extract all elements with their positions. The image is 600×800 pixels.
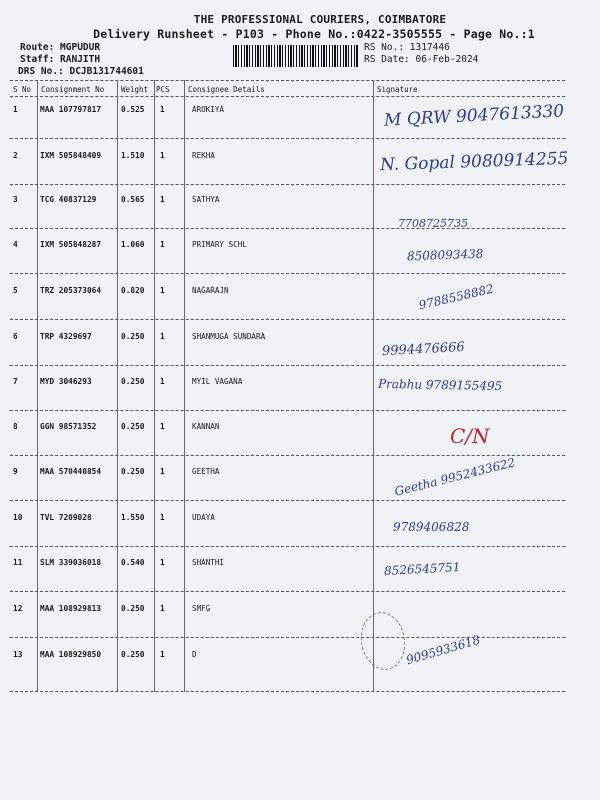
row-consignment: MAA 570440854	[40, 467, 102, 476]
row-consignment: TRP 4329697	[40, 332, 92, 341]
rs-number: RS No.: 1317446	[364, 42, 450, 53]
row-consignee: KANNAN	[192, 422, 220, 431]
row-consignment: MYD 3046293	[40, 377, 92, 386]
table-row	[0, 332, 600, 372]
signature-13: 9095933618	[404, 632, 482, 668]
row-divider	[10, 319, 565, 320]
row-sno: 6	[13, 332, 18, 341]
row-pcs: 1	[160, 332, 165, 341]
row-pcs: 1	[160, 286, 165, 295]
signature-7: Prabhu 9789155495	[377, 376, 503, 394]
row-consignee: NAGARAJN	[192, 286, 229, 295]
row-pcs: 1	[160, 105, 165, 114]
table-row	[0, 604, 600, 644]
header-weight: Weight	[121, 85, 149, 94]
route-label: Route: MGPUDUR	[20, 42, 101, 53]
row-consignment: TVL 7209028	[40, 513, 92, 522]
table-row	[0, 240, 600, 280]
table-row	[0, 286, 600, 326]
runsheet-subtitle: Delivery Runsheet - P103 - Phone No.:0422-3505555 - Page No.:1	[93, 27, 535, 41]
row-weight: 0.250	[121, 650, 145, 659]
row-divider	[10, 637, 565, 638]
row-sno: 13	[13, 650, 23, 659]
signature-11: 8526545751	[383, 560, 461, 578]
row-consignee: D	[192, 650, 197, 659]
row-divider	[10, 691, 565, 692]
row-divider	[10, 228, 565, 229]
row-consignment: SLM 339036018	[40, 558, 102, 567]
row-weight: 0.250	[121, 604, 145, 613]
row-consignment: IXM 505848409	[40, 151, 102, 160]
table-row	[0, 650, 600, 690]
row-consignee: SHANTHI	[192, 558, 225, 567]
table-row	[0, 513, 600, 553]
row-weight: 1.060	[121, 240, 145, 249]
table-row	[0, 467, 600, 507]
header-consignment: Consignment No	[41, 85, 105, 94]
row-sno: 8	[13, 422, 18, 431]
signature-2: N. Gopal 9080914255	[379, 148, 569, 176]
row-weight: 0.250	[121, 467, 145, 476]
row-divider	[10, 500, 565, 501]
row-pcs: 1	[160, 151, 165, 160]
signature-5: 9788558882	[417, 281, 495, 313]
drs-number: DRS No.: DCJB131744601	[18, 66, 144, 77]
table-row	[0, 377, 600, 417]
header-top-rule	[10, 80, 565, 81]
row-weight: 0.820	[121, 286, 145, 295]
row-divider	[10, 455, 565, 456]
row-divider	[10, 184, 565, 185]
row-weight: 0.250	[121, 332, 145, 341]
staff-label: Staff: RANJITH	[20, 54, 101, 65]
row-consignment: GGN 98571352	[40, 422, 97, 431]
row-consignee: SHANMUGA SUNDARA	[192, 332, 266, 341]
row-divider	[10, 591, 565, 592]
row-weight: 0.525	[121, 105, 145, 114]
barcode	[233, 45, 358, 67]
row-sno: 5	[13, 286, 18, 295]
row-weight: 0.565	[121, 195, 145, 204]
row-consignment: MAA 107797817	[40, 105, 102, 114]
table-row	[0, 558, 600, 598]
row-consignee: SATHYA	[192, 195, 220, 204]
row-pcs: 1	[160, 513, 165, 522]
row-consignment: TRZ 205373064	[40, 286, 102, 295]
row-sno: 7	[13, 377, 18, 386]
signature-8-cn-mark: C/N	[450, 424, 490, 448]
row-divider	[10, 138, 565, 139]
row-consignment: MAA 108929850	[40, 650, 102, 659]
header-bottom-rule	[10, 96, 565, 97]
row-sno: 2	[13, 151, 18, 160]
row-pcs: 1	[160, 558, 165, 567]
row-divider	[10, 546, 565, 547]
row-consignment: TCG 40837129	[40, 195, 97, 204]
row-sno: 12	[13, 604, 23, 613]
row-sno: 4	[13, 240, 18, 249]
header-consignee: Consignee Details	[188, 85, 265, 94]
row-consignee: UDAYA	[192, 513, 215, 522]
row-divider	[10, 410, 565, 411]
row-weight: 0.250	[121, 422, 145, 431]
signature-3: 7708725735	[398, 217, 468, 230]
row-divider	[10, 365, 565, 366]
row-consignee: SMFG	[192, 604, 211, 613]
row-pcs: 1	[160, 650, 165, 659]
row-pcs: 1	[160, 377, 165, 386]
row-sno: 9	[13, 467, 18, 476]
rs-date: RS Date: 06-Feb-2024	[364, 54, 479, 65]
row-weight: 0.250	[121, 377, 145, 386]
row-pcs: 1	[160, 604, 165, 613]
header-sno: S No	[13, 85, 32, 94]
header-signature: Signature	[377, 85, 418, 94]
header-pcs: PCS	[156, 85, 170, 94]
row-pcs: 1	[160, 422, 165, 431]
signature-10: 9789406828	[393, 520, 470, 534]
row-consignee: AROKIYA	[192, 105, 225, 114]
row-consignment: MAA 108929813	[40, 604, 102, 613]
row-pcs: 1	[160, 467, 165, 476]
signature-4: 8508093438	[406, 246, 484, 264]
row-weight: 0.540	[121, 558, 145, 567]
row-sno: 3	[13, 195, 18, 204]
row-sno: 10	[13, 513, 23, 522]
row-pcs: 1	[160, 240, 165, 249]
row-sno: 11	[13, 558, 23, 567]
row-consignee: MYIL VAGANA	[192, 377, 243, 386]
row-sno: 1	[13, 105, 18, 114]
row-divider	[10, 273, 565, 274]
row-consignee: REKHA	[192, 151, 215, 160]
signature-9: Geetha 9952433622	[393, 455, 517, 499]
table-row	[0, 195, 600, 235]
row-weight: 1.510	[121, 151, 145, 160]
company-title: THE PROFESSIONAL COURIERS, COIMBATORE	[193, 13, 447, 26]
row-weight: 1.550	[121, 513, 145, 522]
row-pcs: 1	[160, 195, 165, 204]
signature-1: M QRW 9047613330	[383, 101, 565, 131]
row-consignee: PRIMARY SCHL	[192, 240, 247, 249]
row-consignee: GEETHA	[192, 467, 220, 476]
signature-6: 9994476666	[381, 339, 466, 360]
row-consignment: IXM 505848287	[40, 240, 102, 249]
